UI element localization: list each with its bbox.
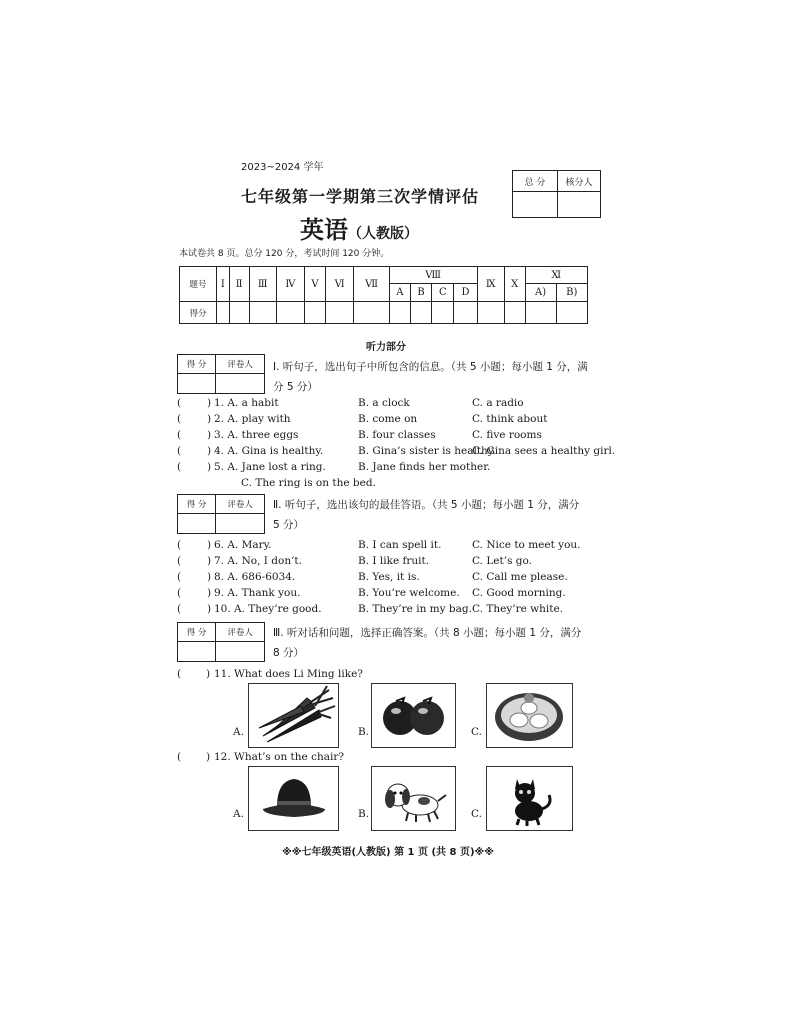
option-b: B. Yes, it is. — [358, 571, 420, 583]
col-viii-a: A — [389, 284, 410, 302]
score-cell[interactable] — [389, 302, 410, 324]
option-a: 5. A. Jane lost a ring. — [214, 461, 326, 473]
answer-paren-open: ( — [177, 555, 182, 567]
q12-option-a-image[interactable] — [248, 766, 339, 831]
option-a: 8. A. 686-6034. — [214, 571, 296, 583]
col-i: Ⅰ — [217, 267, 230, 302]
subject-name: 英语 — [300, 216, 348, 244]
score-cell[interactable] — [276, 302, 304, 324]
grader-reviewer-label: 评卷人 — [216, 495, 265, 514]
section-3-line-1: Ⅲ. 听对话和问题，选择正确答案。（共 8 小题；每小题 1 分，满分 — [273, 627, 582, 639]
edition-label: （人教版） — [348, 226, 418, 242]
col-v: Ⅴ — [304, 267, 325, 302]
cat-icon — [487, 767, 572, 830]
grader-reviewer-cell[interactable] — [216, 514, 265, 534]
answer-paren-close: ) — [207, 413, 212, 425]
grader-reviewer-cell[interactable] — [216, 374, 265, 394]
q11-option-a-label: A. — [233, 726, 244, 738]
answer-paren-close: ) — [207, 429, 212, 441]
grader-reviewer-label: 评卷人 — [216, 623, 265, 642]
grader-score-cell[interactable] — [178, 642, 216, 662]
q11-option-c-image[interactable] — [486, 683, 573, 748]
col-viii-d: D — [454, 284, 477, 302]
answer-paren-open: ( — [177, 413, 182, 425]
grader-box-3 — [177, 622, 265, 662]
total-score-box — [512, 170, 601, 218]
grader-score-label: 得 分 — [178, 623, 216, 642]
q11-option-b-image[interactable] — [371, 683, 456, 748]
option-a: 4. A. Gina is healthy. — [214, 445, 324, 457]
col-vi: Ⅵ — [326, 267, 354, 302]
grader-reviewer-label: 评卷人 — [216, 355, 265, 374]
col-ii: Ⅱ — [229, 267, 249, 302]
answer-paren-close: ) — [207, 571, 212, 583]
answer-blank[interactable] — [185, 397, 205, 410]
section-2-line-2: 5 分） — [273, 519, 305, 531]
grader-reviewer-cell[interactable] — [216, 642, 265, 662]
score-cell[interactable] — [217, 302, 230, 324]
score-cell[interactable] — [556, 302, 587, 324]
option-c: C. Good morning. — [472, 587, 566, 599]
answer-blank[interactable] — [185, 445, 205, 458]
section-3-instruction — [273, 623, 608, 663]
col-iii: Ⅲ — [249, 267, 276, 302]
q11-question: 11. What does Li Ming like? — [214, 668, 363, 680]
answer-blank[interactable] — [185, 555, 205, 568]
q11-option-a-image[interactable] — [248, 683, 339, 748]
score-cell[interactable] — [504, 302, 525, 324]
section-1-line-2: 分 5 分） — [273, 381, 318, 393]
option-b: B. four classes — [358, 429, 436, 441]
option-c: C. Nice to meet you. — [472, 539, 581, 551]
answer-paren-open: ( — [177, 603, 182, 615]
section-2-line-1: Ⅱ. 听句子，选出该句的最佳答语。（共 5 小题；每小题 1 分，满分 — [273, 499, 580, 511]
col-xi-b: B) — [556, 284, 587, 302]
q11-paren-open: ( — [177, 668, 182, 680]
score-cell[interactable] — [304, 302, 325, 324]
answer-paren-close: ) — [207, 603, 212, 615]
answer-blank[interactable] — [185, 571, 205, 584]
answer-paren-close: ) — [207, 397, 212, 409]
total-score-cell[interactable] — [513, 192, 558, 218]
answer-blank[interactable] — [185, 587, 205, 600]
answer-blank[interactable] — [185, 429, 205, 442]
grader-score-cell[interactable] — [178, 374, 216, 394]
q12-option-c-label: C. — [471, 808, 482, 820]
answer-blank[interactable] — [185, 603, 205, 616]
option-c: C. Let’s go. — [472, 555, 533, 567]
section-2-instruction — [273, 495, 608, 535]
answer-paren-open: ( — [177, 429, 182, 441]
option-a: 3. A. three eggs — [214, 429, 299, 441]
option-c: C. They’re white. — [472, 603, 564, 615]
answer-paren-open: ( — [177, 539, 182, 551]
q12-answer-blank[interactable] — [185, 751, 205, 764]
col-iv: Ⅳ — [276, 267, 304, 302]
option-a: 2. A. play with — [214, 413, 291, 425]
col-ix: Ⅸ — [477, 267, 504, 302]
q12-option-b-image[interactable] — [371, 766, 456, 831]
answer-blank[interactable] — [185, 461, 205, 474]
option-b: B. come on — [358, 413, 418, 425]
option-b: B. You’re welcome. — [358, 587, 460, 599]
checker-label: 核分人 — [558, 171, 601, 192]
checker-cell[interactable] — [558, 192, 601, 218]
grader-score-label: 得 分 — [178, 355, 216, 374]
q11-option-c-label: C. — [471, 726, 482, 738]
q11-option-b-label: B. — [358, 726, 370, 738]
school-year: 2023~2024 学年 — [241, 162, 324, 173]
option-b: B. They’re in my bag. — [358, 603, 472, 615]
section-1-line-1: Ⅰ. 听句子，选出句子中所包含的信息。（共 5 小题；每小题 1 分，满 — [273, 361, 588, 373]
score-cell[interactable] — [326, 302, 354, 324]
option-c: C. a radio — [472, 397, 524, 409]
score-cell[interactable] — [410, 302, 431, 324]
option-b: B. a clock — [358, 397, 410, 409]
col-vii: Ⅶ — [354, 267, 390, 302]
q12-option-a-label: A. — [233, 808, 244, 820]
listening-section-title: 听力部分 — [366, 342, 406, 353]
score-cell[interactable] — [454, 302, 477, 324]
col-viii-c: C — [432, 284, 454, 302]
answer-paren-close: ) — [207, 555, 212, 567]
grader-score-cell[interactable] — [178, 514, 216, 534]
option-c: C. Call me please. — [472, 571, 568, 583]
score-cell[interactable] — [525, 302, 556, 324]
option-c: C. Gina sees a healthy girl. — [472, 445, 616, 457]
exam-note: 本试卷共 8 页。总分 120 分，考试时间 120 分钟。 — [179, 249, 390, 259]
option-c: C. five rooms — [472, 429, 542, 441]
option-b: B. Jane finds her mother. — [358, 461, 491, 473]
q11-paren-close: ) — [206, 668, 211, 680]
question-number-label: 题号 — [180, 267, 217, 302]
q5-option-c: C. The ring is on the bed. — [241, 477, 376, 489]
col-xi: Ⅺ — [525, 267, 587, 284]
option-a: 6. A. Mary. — [214, 539, 272, 551]
option-b: B. Gina’s sister is healthy. — [358, 445, 496, 457]
answer-blank[interactable] — [185, 539, 205, 552]
answer-paren-open: ( — [177, 571, 182, 583]
carrots-icon — [249, 684, 338, 747]
answer-paren-close: ) — [207, 539, 212, 551]
dog-icon — [372, 767, 455, 830]
answer-paren-open: ( — [177, 397, 182, 409]
grader-score-label: 得 分 — [178, 495, 216, 514]
col-viii-b: B — [410, 284, 431, 302]
page-footer: ※※七年级英语(人教版) 第 1 页 (共 8 页)※※ — [282, 847, 494, 858]
score-cell[interactable] — [477, 302, 504, 324]
option-a: 7. A. No, I don’t. — [214, 555, 302, 567]
option-b: B. I like fruit. — [358, 555, 430, 567]
col-viii: Ⅷ — [389, 267, 477, 284]
grader-box-2 — [177, 494, 265, 534]
score-cell[interactable] — [354, 302, 390, 324]
q12-option-c-image[interactable] — [486, 766, 573, 831]
q12-paren-open: ( — [177, 751, 182, 763]
subject-title — [300, 210, 418, 245]
score-label: 得分 — [180, 302, 217, 324]
answer-paren-open: ( — [177, 445, 182, 457]
answer-paren-close: ) — [207, 587, 212, 599]
answer-paren-open: ( — [177, 461, 182, 473]
answer-paren-close: ) — [207, 445, 212, 457]
grader-box-1 — [177, 354, 265, 394]
answer-paren-open: ( — [177, 587, 182, 599]
section-3-line-2: 8 分） — [273, 647, 305, 659]
option-a: 10. A. They’re good. — [214, 603, 322, 615]
col-xi-a: A) — [525, 284, 556, 302]
q11-answer-blank[interactable] — [185, 668, 205, 681]
score-cell[interactable] — [432, 302, 454, 324]
option-b: B. I can spell it. — [358, 539, 442, 551]
eggs-bowl-icon — [487, 684, 572, 747]
section-1-instruction — [273, 357, 608, 397]
score-cell[interactable] — [249, 302, 276, 324]
total-score-label: 总 分 — [513, 171, 558, 192]
option-a: 1. A. a habit — [214, 397, 279, 409]
score-cell[interactable] — [229, 302, 249, 324]
option-c: C. think about — [472, 413, 548, 425]
exam-title: 七年级第一学期第三次学情评估 — [241, 187, 480, 206]
score-table — [179, 266, 588, 324]
option-a: 9. A. Thank you. — [214, 587, 301, 599]
tomatoes-icon — [372, 684, 455, 747]
q12-question: 12. What’s on the chair? — [214, 751, 344, 763]
q12-option-b-label: B. — [358, 808, 370, 820]
col-x: Ⅹ — [504, 267, 525, 302]
answer-paren-close: ) — [207, 461, 212, 473]
q12-paren-close: ) — [206, 751, 211, 763]
answer-blank[interactable] — [185, 413, 205, 426]
hat-icon — [249, 767, 338, 830]
